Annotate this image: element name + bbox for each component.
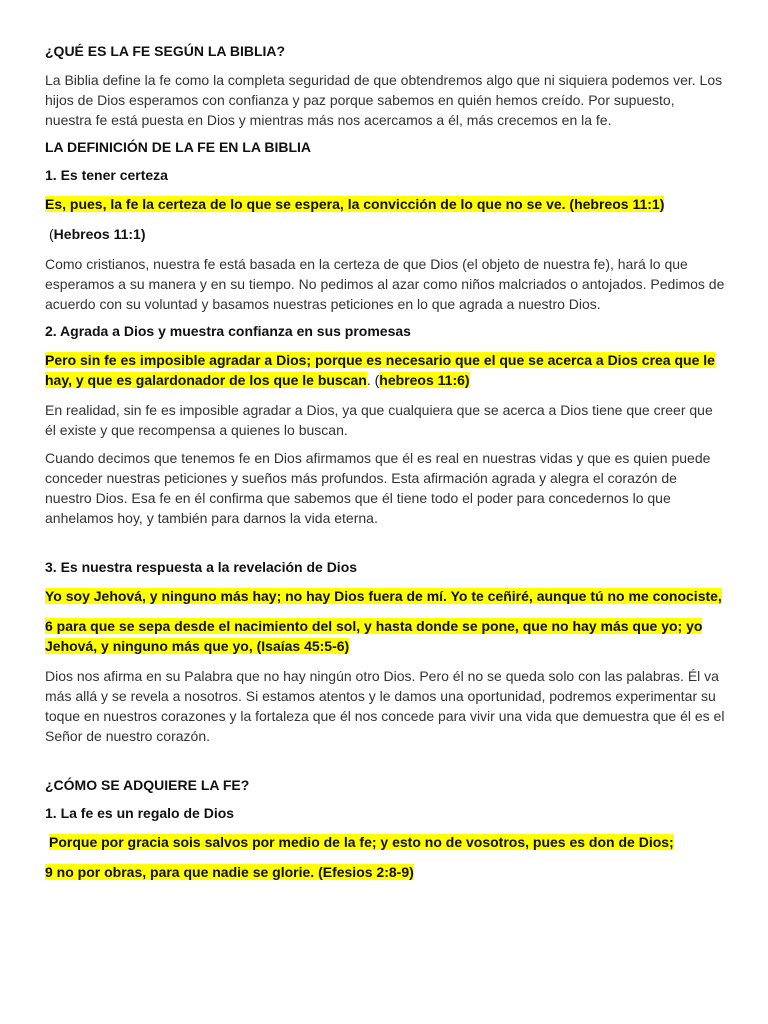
verse-ephesians-2-8 — [49, 832, 725, 852]
pleases-god-paragraph-2: Cuando decimos que tenemos fe en Dios afirmamos que él es real en nuestras vidas y que es quien puede conceder nuestras peticiones y sueños más profundos. Esta afirmación agrada y alegra el corazón de nuestro Dios. Esa fe en él confirma que sabemos que él tiene todo el poder para concedernos lo que anhelamos hoy, y también para darnos la vida eterna. — [45, 450, 711, 526]
pleases-god-paragraph-1: En realidad, sin fe es imposible agradar a Dios, ya que cualquiera que se acerca a Dios tiene que creer que él existe y que recompensa a quienes lo buscan. — [45, 402, 713, 438]
verse-hebrews-11-1 — [45, 194, 725, 214]
verse-isaiah-45-6 — [45, 616, 725, 656]
verse-ephesians-2-9 — [45, 862, 725, 882]
verse-highlight: 6 para que se sepa desde el nacimiento del sol, y hasta donde se pone, que no hay más que yo; yo Jehová, y ninguno más que yo, (Isaías 45:5-6) — [45, 618, 703, 654]
section-heading-definition: LA DEFINICIÓN DE LA FE EN LA BIBLIA — [45, 139, 311, 155]
spacer — [45, 536, 725, 558]
spacer — [45, 754, 725, 776]
point-heading-gift-of-god: 1. La fe es un regalo de Dios — [45, 805, 235, 821]
document-page — [45, 42, 725, 892]
section-heading-how-acquire-faith: ¿CÓMO SE ADQUIERE LA FE? — [45, 777, 250, 793]
intro-paragraph: La Biblia define la fe como la completa seguridad de que obtendremos algo que ni siquiera podemos ver. Los hijos de Dios esperamos con confianza y paz porque sabemos en quién hemos creído. Por supuesto, nuestra fe está puesta en Dios y mientras más nos acercamos a él, más crecemos en la fe. — [45, 72, 723, 128]
verse-highlight: Porque por gracia sois salvos por medio de la fe; y esto no de vosotros, pues es don de Dios; — [49, 834, 674, 850]
point-heading-revelation: 3. Es nuestra respuesta a la revelación de Dios — [45, 559, 358, 575]
verse-highlight: Es, pues, la fe la certeza de lo que se espera, la convicción de lo que no se ve. (hebreos 11:1) — [45, 196, 665, 212]
verse-highlight: Pero sin fe es imposible agradar a Dios; porque es necesario que el que se acerca a Dios crea que le hay, y que es galardonador de los que le buscan — [45, 352, 715, 388]
certainty-paragraph: Como cristianos, nuestra fe está basada en la certeza de que Dios (el objeto de nuestra fe), hará lo que esperamos a su manera y en su tiempo. No pedimos al azar como niños malcriados o antojados. Pedimos de acuerdo con su voluntad y basamos nuestras peticiones en lo que agrada a nuestro Dios. — [45, 256, 725, 312]
revelation-paragraph: Dios nos afirma en su Palabra que no hay ningún otro Dios. Pero él no se queda solo con las palabras. Él va más allá y se revela a nosotros. Si estamos atentos y le damos una oportunidad, podremos experimentar su toque en nuestros corazones y la fortaleza que él nos concede para vivir una vida que demuestra que él es el Señor de nuestro corazón. — [45, 668, 725, 744]
verse-hebrews-11-6 — [45, 350, 725, 390]
point-heading-pleases-god: 2. Agrada a Dios y muestra confianza en sus promesas — [45, 323, 411, 339]
section-heading-what-is-faith: ¿QUÉ ES LA FE SEGÚN LA BIBLIA? — [45, 43, 286, 59]
verse-highlight: 9 no por obras, para que nadie se glorie. (Efesios 2:8-9) — [45, 864, 414, 880]
point-heading-certainty: 1. Es tener certeza — [45, 167, 168, 183]
verse-reference — [49, 224, 725, 244]
ref-text: Hebreos 11:1) — [53, 226, 146, 242]
verse-ref-highlight: hebreos 11:6) — [379, 372, 470, 388]
verse-separator: . ( — [366, 372, 380, 388]
verse-isaiah-45-5 — [45, 586, 725, 606]
verse-highlight: Yo soy Jehová, y ninguno más hay; no hay Dios fuera de mí. Yo te ceñiré, aunque tú no me conociste, — [45, 588, 722, 604]
ref-paren: ( — [49, 226, 54, 242]
